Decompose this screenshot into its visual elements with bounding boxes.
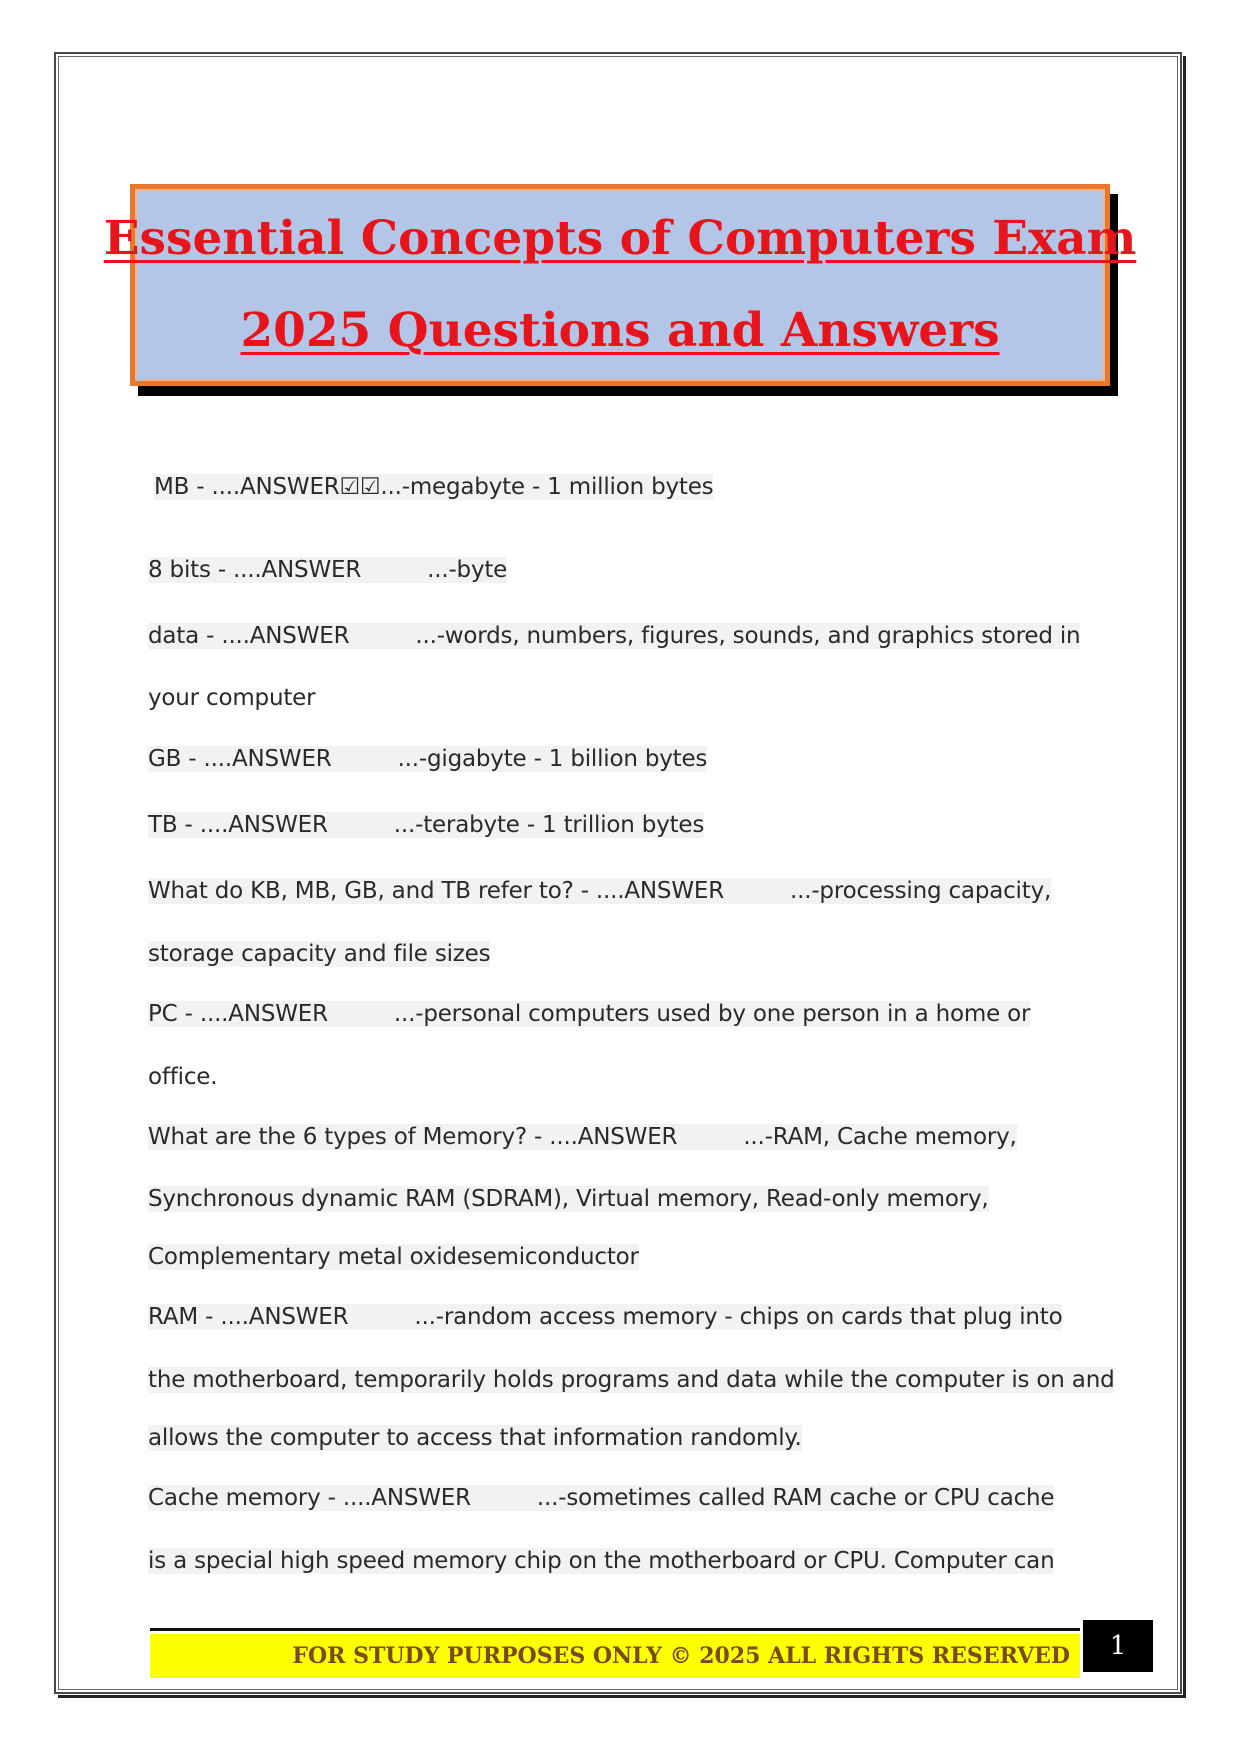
footer-rule — [150, 1628, 1080, 1631]
answer-text: is a special high speed memory chip on the motherboard or CPU. Computer can — [148, 1548, 1055, 1574]
qa-line — [148, 1546, 1054, 1576]
question-text: GB - ....ANSWER — [148, 746, 332, 772]
qa-line — [148, 744, 707, 774]
document-title-line-2: 2025 Questions and Answers — [240, 303, 1000, 358]
title-box — [103, 184, 1137, 386]
qa-line — [148, 1365, 1114, 1395]
qa-line — [148, 810, 704, 840]
answer-text: ...-gigabyte - 1 billion bytes — [397, 746, 708, 772]
answer-text: ...-sometimes called RAM cache or CPU cache — [536, 1485, 1055, 1511]
qa-line — [154, 472, 713, 502]
qa-line — [148, 1302, 1062, 1332]
footer-text: FOR STUDY PURPOSES ONLY © 2025 ALL RIGHTS RESERVED — [292, 1643, 1070, 1669]
qa-line — [148, 621, 1080, 651]
answer-text: allows the computer to access that information randomly. — [148, 1425, 802, 1451]
qa-line — [148, 555, 507, 585]
document-title-line-1: Essential Concepts of Computers Exam — [103, 211, 1137, 266]
qa-line — [148, 1242, 639, 1272]
answer-text: ...-RAM, Cache memory, — [743, 1124, 1017, 1150]
question-text: 8 bits - ....ANSWER — [148, 557, 362, 583]
answer-text: ...-terabyte - 1 trillion bytes — [393, 812, 705, 838]
question-text: Cache memory - ....ANSWER — [148, 1485, 471, 1511]
answer-text: ...-words, numbers, figures, sounds, and graphics stored in — [415, 623, 1081, 649]
answer-text: ...-processing capacity, — [789, 878, 1052, 904]
answer-text: Synchronous dynamic RAM (SDRAM), Virtual memory, Read-only memory, — [148, 1186, 989, 1212]
qa-line — [148, 1423, 802, 1453]
question-text: What are the 6 types of Memory? - ....ANSWER — [148, 1124, 678, 1150]
answer-text: your computer — [148, 685, 316, 711]
footer-band — [150, 1634, 1080, 1678]
qa-line — [148, 999, 1030, 1029]
qa-line — [148, 876, 1051, 906]
question-text: RAM - ....ANSWER — [148, 1304, 349, 1330]
answer-text: the motherboard, temporarily holds programs and data while the computer is on and — [148, 1367, 1115, 1393]
answer-text: storage capacity and file sizes — [148, 941, 491, 967]
question-text: PC - ....ANSWER — [148, 1001, 328, 1027]
answer-text: ...-byte — [427, 557, 508, 583]
question-text: TB - ....ANSWER — [148, 812, 328, 838]
question-text: data - ....ANSWER — [148, 623, 350, 649]
question-text: What do KB, MB, GB, and TB refer to? - ....ANSWER — [148, 878, 724, 904]
answer-text: ...-random access memory - chips on cards that plug into — [414, 1304, 1063, 1330]
qa-line — [148, 683, 315, 713]
qa-line — [148, 1062, 217, 1092]
question-text: MB - ....ANSWER☑☑ — [154, 474, 381, 500]
qa-line — [148, 1122, 1017, 1152]
answer-text: ...-personal computers used by one person in a home or — [393, 1001, 1031, 1027]
title-panel — [103, 189, 1137, 381]
qa-line — [148, 1184, 989, 1214]
answer-text: ...-megabyte - 1 million bytes — [380, 474, 714, 500]
answer-text: Complementary metal oxidesemiconductor — [148, 1244, 639, 1270]
qa-line — [148, 939, 490, 969]
qa-line — [148, 1483, 1054, 1513]
page-number: 1 — [1083, 1620, 1153, 1672]
answer-text: office. — [148, 1064, 218, 1090]
